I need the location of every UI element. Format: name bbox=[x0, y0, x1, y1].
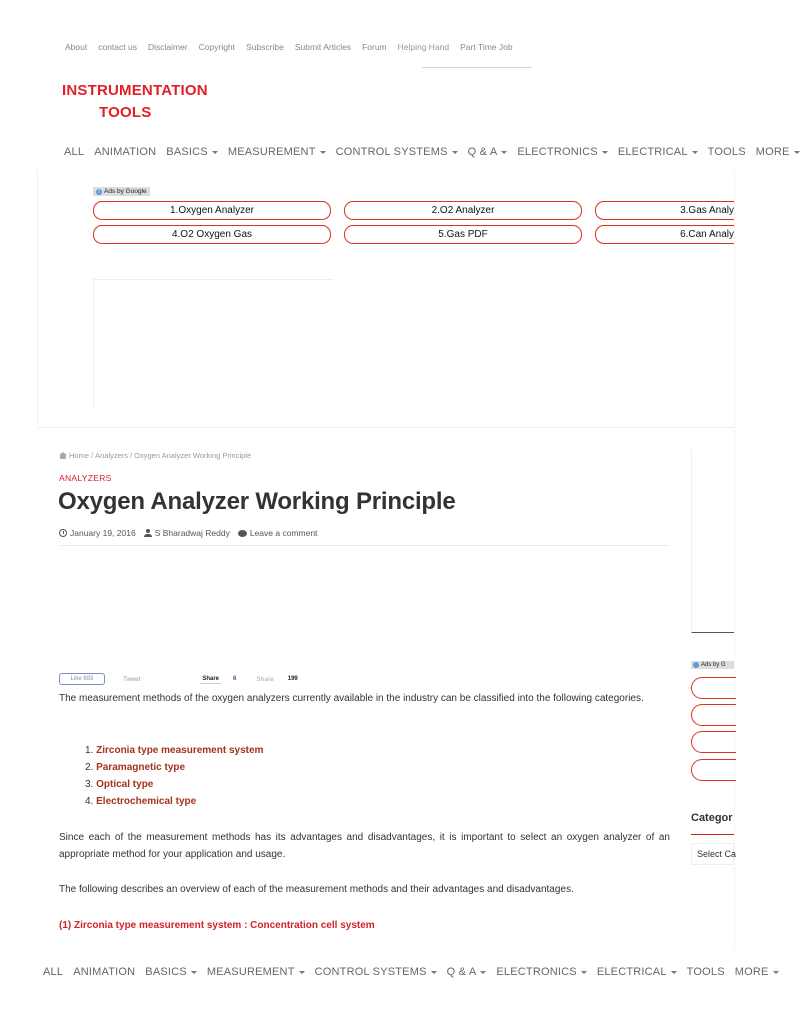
body-paragraph: Since each of the measurement methods has its advantages and disadvantages, it is important to select an oxygen analyzer of an appropriate method for your application and usage. bbox=[59, 832, 670, 860]
nav-item-electrical[interactable]: ELECTRICAL bbox=[618, 146, 698, 158]
top-link-helping-hand[interactable]: Helping Hand bbox=[397, 42, 450, 52]
sidebar-ad-button[interactable] bbox=[691, 677, 736, 699]
content-border-left bbox=[37, 170, 38, 425]
sidebar-ad-button[interactable] bbox=[691, 704, 736, 726]
sidebar-title-rule bbox=[691, 834, 734, 835]
ad-link-button[interactable]: 5.Gas PDF bbox=[344, 225, 582, 244]
caret-down-icon bbox=[794, 151, 800, 154]
content-border-right bbox=[734, 170, 735, 950]
list-link[interactable]: Optical type bbox=[96, 779, 154, 790]
site-logo[interactable] bbox=[62, 80, 208, 124]
meta-divider bbox=[59, 545, 670, 546]
sidebar-ad-button[interactable] bbox=[691, 731, 736, 753]
user-icon bbox=[144, 529, 152, 537]
nav-item-electrical[interactable]: ELECTRICAL bbox=[597, 966, 677, 978]
sidebar-ads-label[interactable]: Ads by G bbox=[691, 661, 734, 669]
share-button-secondary[interactable]: Share bbox=[256, 675, 274, 683]
home-icon bbox=[59, 452, 67, 459]
nav-item-qa[interactable]: Q & A bbox=[468, 146, 508, 158]
caret-down-icon bbox=[431, 971, 437, 974]
caret-down-icon bbox=[299, 971, 305, 974]
body-paragraph: The following describes an overview of each of the measurement methods and their advantages and disadvantages. bbox=[59, 884, 574, 895]
nav-item-tools[interactable]: TOOLS bbox=[686, 966, 725, 978]
caret-down-icon bbox=[692, 151, 698, 154]
top-link-subscribe[interactable]: Subscribe bbox=[246, 42, 284, 52]
nav-item-more[interactable]: MORE bbox=[735, 966, 779, 978]
sticky-nav bbox=[43, 966, 789, 978]
category-label[interactable]: ANALYZERS bbox=[59, 473, 112, 483]
main-nav bbox=[64, 146, 810, 158]
social-share-bar bbox=[59, 673, 298, 685]
ads-by-google-label[interactable]: i Ads by Google bbox=[93, 187, 150, 196]
breadcrumb-home[interactable]: Home bbox=[69, 451, 90, 460]
nav-item-basics[interactable]: BASICS bbox=[166, 146, 218, 158]
tweet-button[interactable]: Tweet bbox=[123, 675, 141, 683]
nav-item-more[interactable]: MORE bbox=[756, 146, 800, 158]
post-meta bbox=[59, 528, 317, 538]
ad-link-button[interactable]: 2.O2 Analyzer bbox=[344, 201, 582, 220]
page-title: Oxygen Analyzer Working Principle bbox=[58, 488, 456, 515]
nav-item-control-systems[interactable]: CONTROL SYSTEMS bbox=[315, 966, 437, 978]
section-subheading: (1) Zirconia type measurement system : Concentration cell system bbox=[59, 920, 375, 931]
ad-link-button[interactable]: 6.Can Analy bbox=[595, 225, 734, 244]
nav-item-measurement[interactable]: MEASUREMENT bbox=[228, 146, 326, 158]
nav-item-basics[interactable]: BASICS bbox=[145, 966, 197, 978]
leave-comment-link[interactable]: Leave a comment bbox=[238, 528, 318, 538]
list-link[interactable]: Paramagnetic type bbox=[96, 762, 186, 773]
list-item: 2. Paramagnetic type bbox=[85, 762, 186, 773]
nav-item-control-systems[interactable]: CONTROL SYSTEMS bbox=[336, 146, 458, 158]
share-button[interactable]: Share bbox=[202, 675, 220, 682]
nav-item-electronics[interactable]: ELECTRONICS bbox=[517, 146, 607, 158]
info-icon bbox=[693, 662, 699, 668]
list-item: 4. Electrochemical type bbox=[85, 796, 197, 807]
nav-item-qa[interactable]: Q & A bbox=[447, 966, 487, 978]
list-link[interactable]: Zirconia type measurement system bbox=[96, 745, 264, 756]
sidebar-ad-box bbox=[691, 450, 734, 633]
caret-down-icon bbox=[671, 971, 677, 974]
top-link-contact[interactable]: contact us bbox=[98, 42, 137, 52]
info-icon: i bbox=[96, 189, 102, 195]
top-link-copyright[interactable]: Copyright bbox=[198, 42, 236, 52]
category-select[interactable]: Select Ca bbox=[691, 843, 734, 865]
nav-item-tools[interactable]: TOOLS bbox=[707, 146, 746, 158]
measurement-methods-list bbox=[85, 742, 263, 810]
logo-line1: INSTRUMENTATION bbox=[62, 82, 208, 99]
top-link-underline bbox=[422, 67, 532, 68]
clock-icon bbox=[59, 529, 67, 537]
top-link-submit-articles[interactable]: Submit Articles bbox=[294, 42, 352, 52]
nav-item-measurement[interactable]: MEASUREMENT bbox=[207, 966, 305, 978]
breadcrumb-analyzers[interactable]: Analyzers bbox=[95, 451, 129, 460]
caret-down-icon bbox=[581, 971, 587, 974]
section-divider bbox=[37, 427, 734, 428]
top-link-part-time-job[interactable]: Part Time Job bbox=[460, 42, 513, 52]
nav-item-animation[interactable]: ANIMATION bbox=[73, 966, 136, 978]
sidebar-ad-button[interactable] bbox=[691, 759, 736, 781]
ad-link-button[interactable]: 4.O2 Oxygen Gas bbox=[93, 225, 331, 244]
share-count-secondary: 199 bbox=[287, 676, 298, 682]
caret-down-icon bbox=[320, 151, 326, 154]
top-links bbox=[65, 42, 524, 52]
share-count: 6 bbox=[233, 676, 237, 682]
post-date: January 19, 2016 bbox=[59, 528, 136, 538]
caret-down-icon bbox=[480, 971, 486, 974]
caret-down-icon bbox=[212, 151, 218, 154]
nav-item-electronics[interactable]: ELECTRONICS bbox=[496, 966, 586, 978]
caret-down-icon bbox=[452, 151, 458, 154]
sidebar-categories-title: Categor bbox=[691, 812, 733, 824]
intro-paragraph: The measurement methods of the oxygen analyzers currently available in the industry can be classified into the following categories. bbox=[59, 693, 644, 704]
nav-item-animation[interactable]: ANIMATION bbox=[94, 146, 157, 158]
ad-link-button[interactable]: 3.Gas Analy bbox=[595, 201, 734, 220]
ad-link-button[interactable]: 1.Oxygen Analyzer bbox=[93, 201, 331, 220]
nav-item-all[interactable]: ALL bbox=[43, 966, 64, 978]
top-link-disclaimer[interactable]: Disclaimer bbox=[147, 42, 188, 52]
list-link[interactable]: Electrochemical type bbox=[96, 796, 197, 807]
facebook-like-button[interactable]: Like 693 bbox=[59, 673, 105, 685]
breadcrumb-current: Oxygen Analyzer Working Principle bbox=[134, 451, 252, 460]
caret-down-icon bbox=[501, 151, 507, 154]
nav-item-all[interactable]: ALL bbox=[64, 146, 85, 158]
ad-frame bbox=[93, 279, 333, 409]
caret-down-icon bbox=[773, 971, 779, 974]
breadcrumb: Home / Analyzers / Oxygen Analyzer Working Principle bbox=[59, 451, 251, 460]
comment-icon bbox=[238, 530, 247, 537]
list-item: 3. Optical type bbox=[85, 779, 154, 790]
logo-line2: TOOLS bbox=[99, 104, 152, 121]
post-author[interactable]: S Bharadwaj Reddy bbox=[144, 528, 230, 538]
caret-down-icon bbox=[602, 151, 608, 154]
caret-down-icon bbox=[191, 971, 197, 974]
top-link-forum[interactable]: Forum bbox=[362, 42, 387, 52]
list-item: 1. Zirconia type measurement system bbox=[85, 745, 264, 756]
top-link-about[interactable]: About bbox=[65, 42, 88, 52]
